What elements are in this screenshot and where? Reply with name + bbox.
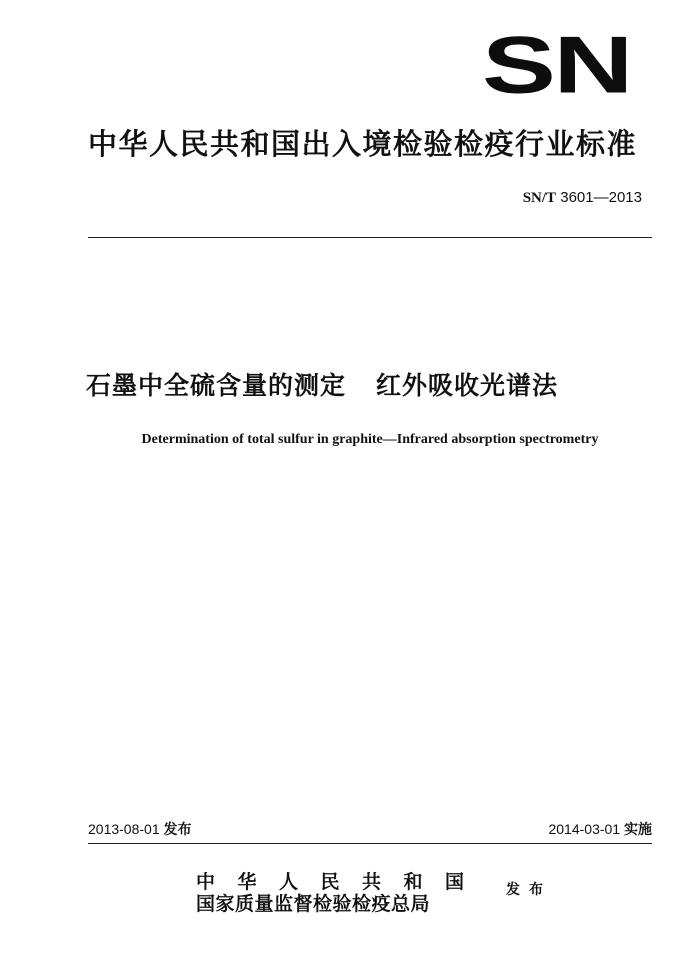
issue-date-value: 2013-08-01 (88, 821, 160, 837)
standard-body-title: 中华人民共和国出入境检验检疫行业标准 (88, 127, 638, 161)
bottom-divider (88, 843, 652, 844)
standard-code-prefix: SN/T (522, 190, 557, 206)
issue-date-label: 发布 (163, 822, 192, 838)
implementation-date-label: 实施 (624, 822, 652, 838)
issue-date (88, 819, 192, 840)
publisher-line-1: 中华人民共和国 (196, 871, 487, 893)
top-divider (88, 237, 652, 238)
publisher-line-2: 国家质量监督检验检疫总局 (196, 893, 431, 915)
standard-code-number: 3601—2013 (560, 189, 642, 206)
standard-code (523, 188, 642, 208)
implementation-date-value: 2014-03-01 (548, 821, 621, 837)
publisher-action: 发布 (506, 882, 552, 898)
title-chinese-part1: 石墨中全硫含量的测定 (86, 371, 347, 400)
title-chinese-part2: 红外吸收光谱法 (376, 371, 559, 400)
title-chinese (86, 366, 656, 406)
implementation-date (548, 819, 652, 840)
title-english: Determination of total sulfur in graphite—Infrared absorption spectrometry (141, 432, 599, 447)
sn-logo: SN (482, 19, 631, 110)
